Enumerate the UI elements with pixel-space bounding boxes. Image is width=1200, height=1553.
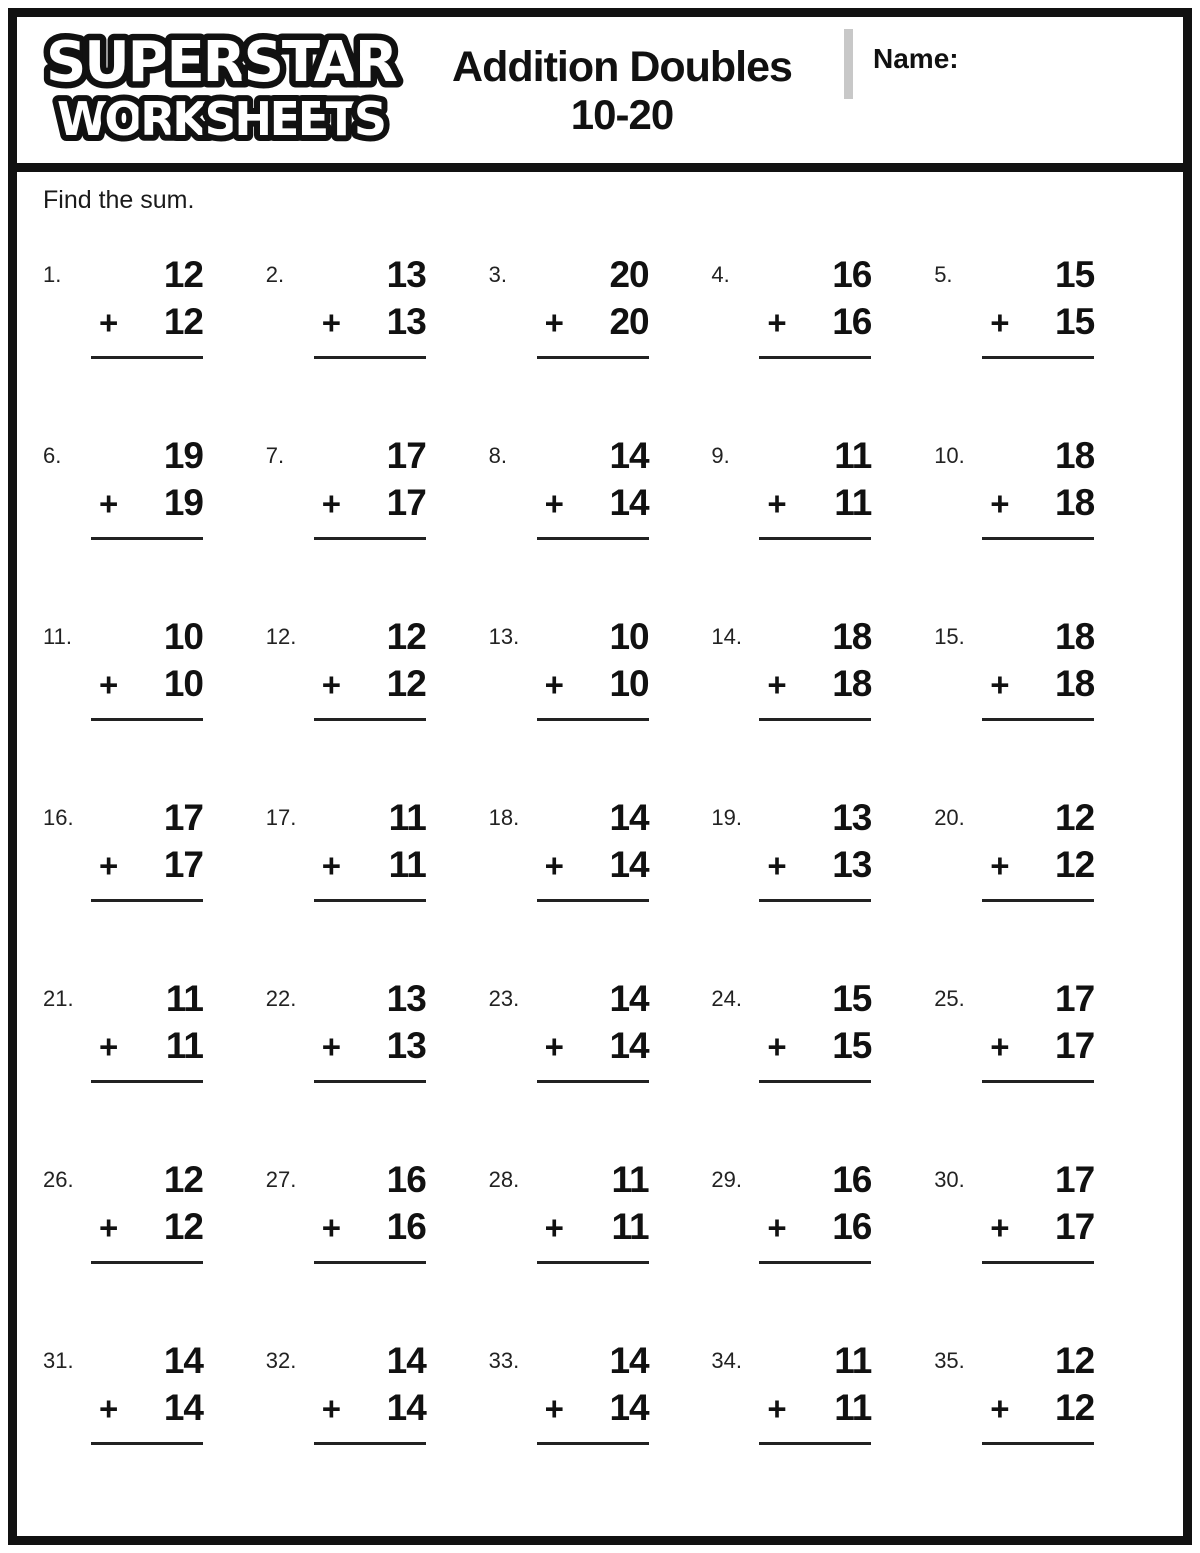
answer-line [91,1261,203,1264]
addend-top: 16 [832,1159,872,1200]
addend-bottom-row [767,483,871,524]
problem-number: 29. [711,1167,742,1192]
problem-number: 27. [265,1167,297,1192]
answer-line [537,718,649,721]
problem-item [711,229,934,410]
plus-sign: + [99,1389,119,1427]
addend-bottom-row [322,664,426,705]
plus-sign: + [544,303,564,341]
addend-bottom-row [990,845,1094,886]
problem-stack [990,1160,1094,1315]
addend-bottom: 15 [832,1024,872,1066]
plus-sign: + [321,665,342,703]
plus-sign: + [321,484,342,522]
addend-top: 18 [832,616,872,657]
problem-stack [99,255,203,410]
answer-line [91,537,203,540]
plus-sign: + [544,1389,564,1427]
problem-stack [990,255,1094,410]
problem-stack [545,617,649,772]
plus-sign: + [990,846,1010,884]
addend-bottom-row [767,1388,871,1429]
problem-stack [767,436,871,591]
logo-text-superstar: SUPERSTAR [46,30,398,95]
addend-bottom: 15 [1055,300,1095,342]
problem-number: 1. [43,262,62,287]
problem-item [711,1315,934,1496]
addend-top: 12 [163,254,203,295]
problem-item [489,591,712,772]
problem-stack [990,436,1094,591]
problem-stack [545,1341,649,1496]
plus-sign: + [99,1208,119,1246]
addend-bottom: 16 [832,300,872,342]
addend-top: 18 [1055,616,1095,657]
addend-bottom: 14 [609,481,649,523]
problem-stack [767,1341,871,1496]
answer-line [314,537,426,540]
addend-bottom-row [99,664,203,705]
problem-number: 12. [265,624,297,649]
problem-stack [322,798,426,953]
problem-stack [322,1160,426,1315]
problem-item [266,953,489,1134]
answer-line [537,356,649,359]
addend-bottom: 14 [386,1386,426,1428]
addend-top: 14 [609,1340,649,1381]
header [8,8,1192,172]
problem-stack [99,617,203,772]
plus-sign: + [99,846,119,884]
superstar-worksheets-logo [31,23,413,157]
answer-line [91,356,203,359]
addend-top: 15 [832,978,872,1019]
addend-top: 16 [832,254,872,295]
problem-stack [99,436,203,591]
problem-number: 10. [934,443,965,468]
plus-sign: + [321,303,342,341]
problem-item [489,1315,712,1496]
answer-line [982,718,1094,721]
plus-sign: + [544,484,564,522]
problem-item [489,410,712,591]
problem-stack [767,255,871,410]
problem-item [711,772,934,953]
addend-bottom: 17 [386,481,426,523]
problem-item [489,953,712,1134]
addend-top: 16 [386,1159,426,1200]
problem-number: 19. [711,805,742,830]
addend-bottom-row [545,1207,649,1248]
plus-sign: + [544,1027,564,1065]
addend-top: 17 [163,797,203,838]
plus-sign: + [99,1027,119,1065]
addend-bottom-row [990,1388,1094,1429]
problem-number: 18. [488,805,520,830]
addend-bottom: 14 [609,1024,649,1066]
addend-bottom-row [322,1026,426,1067]
addend-top: 13 [832,797,872,838]
addend-bottom: 12 [386,662,426,704]
answer-line [314,718,426,721]
plus-sign: + [544,846,564,884]
problem-stack [322,979,426,1134]
addend-bottom-row [767,1026,871,1067]
plus-sign: + [767,846,787,884]
problem-item [43,772,266,953]
problem-number: 26. [43,1167,74,1192]
addend-top: 17 [386,435,426,476]
problem-item [711,953,934,1134]
problem-item [934,953,1157,1134]
problem-item [266,229,489,410]
addend-bottom-row [322,483,426,524]
addend-top: 11 [388,797,426,838]
addend-top: 10 [609,616,649,657]
addend-bottom: 19 [163,481,203,523]
addend-bottom: 13 [386,300,426,342]
plus-sign: + [990,1389,1010,1427]
addend-top: 20 [609,254,649,295]
addend-bottom: 16 [386,1205,426,1247]
addend-bottom-row [99,302,203,343]
problem-item [266,1315,489,1496]
addend-top: 13 [386,254,426,295]
addend-bottom: 16 [832,1205,872,1247]
answer-line [982,899,1094,902]
problem-item [934,772,1157,953]
problem-stack [322,255,426,410]
problem-number: 15. [934,624,965,649]
addend-top: 14 [163,1340,203,1381]
addend-bottom: 14 [609,843,649,885]
problem-item [934,410,1157,591]
problem-number: 24. [711,986,742,1011]
addend-top: 12 [1055,797,1095,838]
problem-stack [322,617,426,772]
addend-bottom-row [322,302,426,343]
worksheet-title [407,43,837,138]
problem-stack [99,979,203,1134]
addend-top: 15 [1055,254,1095,295]
addend-bottom-row [99,845,203,886]
addend-top: 17 [1055,978,1095,1019]
plus-sign: + [99,303,119,341]
addend-bottom: 10 [163,662,203,704]
problem-number: 31. [43,1348,74,1373]
problem-stack [767,798,871,953]
problem-stack [322,1341,426,1496]
addend-bottom: 10 [609,662,649,704]
problem-stack [322,436,426,591]
problem-item [43,1134,266,1315]
addend-bottom-row [990,1026,1094,1067]
problem-number: 8. [488,443,507,468]
addend-top: 14 [609,435,649,476]
problem-number: 25. [934,986,965,1011]
addend-bottom-row [322,1207,426,1248]
answer-line [982,1261,1094,1264]
answer-line [537,1442,649,1445]
problem-item [266,591,489,772]
addend-top: 14 [609,797,649,838]
problem-stack [99,1160,203,1315]
problem-number: 16. [43,805,74,830]
title-line-2: 10-20 [570,91,674,139]
problem-number: 35. [934,1348,965,1373]
addend-top: 17 [1055,1159,1095,1200]
plus-sign: + [990,1027,1010,1065]
addend-bottom: 13 [832,843,872,885]
plus-sign: + [990,484,1010,522]
addend-bottom-row [990,483,1094,524]
addend-bottom: 14 [609,1386,649,1428]
plus-sign: + [544,665,564,703]
addend-bottom-row [545,1388,649,1429]
addend-top: 12 [163,1159,203,1200]
problem-item [43,410,266,591]
answer-line [91,1080,203,1083]
addend-bottom: 18 [832,662,872,704]
addend-bottom-row [99,1026,203,1067]
addend-bottom-row [767,664,871,705]
addend-bottom-row [990,664,1094,705]
addend-bottom: 17 [1055,1205,1095,1247]
addend-bottom-row [767,845,871,886]
problem-stack [990,798,1094,953]
plus-sign: + [767,303,787,341]
problem-number: 34. [711,1348,742,1373]
addend-top: 11 [834,435,872,476]
problem-item [43,229,266,410]
answer-line [537,1080,649,1083]
problem-stack [990,617,1094,772]
answer-line [537,899,649,902]
problem-item [266,772,489,953]
addend-bottom-row [767,1207,871,1248]
logo-text-worksheets: WORKSHEETS [57,92,387,146]
answer-line [759,1080,871,1083]
problem-item [489,1134,712,1315]
name-label: Name: [873,43,959,74]
addend-bottom: 17 [1055,1024,1095,1066]
answer-line [314,1442,426,1445]
answer-line [982,1442,1094,1445]
logo-image [31,23,413,157]
problem-number: 14. [711,624,742,649]
worksheet-body [8,163,1192,1545]
addend-bottom-row [545,1026,649,1067]
plus-sign: + [321,846,342,884]
addend-bottom: 12 [1055,1386,1095,1428]
problem-number: 9. [711,443,730,468]
addend-bottom-row [767,302,871,343]
problem-item [934,591,1157,772]
plus-sign: + [767,1389,787,1427]
problem-stack [990,979,1094,1134]
problem-number: 13. [488,624,520,649]
problem-number: 28. [488,1167,520,1192]
addend-bottom-row [990,302,1094,343]
problem-item [489,772,712,953]
addend-bottom-row [322,845,426,886]
problem-item [711,1134,934,1315]
problem-item [43,1315,266,1496]
addend-bottom-row [322,1388,426,1429]
addend-bottom: 13 [386,1024,426,1066]
answer-line [314,1080,426,1083]
plus-sign: + [321,1027,342,1065]
plus-sign: + [99,665,119,703]
answer-line [759,899,871,902]
plus-sign: + [990,1208,1010,1246]
answer-line [91,718,203,721]
plus-sign: + [99,484,119,522]
addend-top: 11 [611,1159,649,1200]
answer-line [982,356,1094,359]
addend-bottom: 17 [163,843,203,885]
problem-number: 6. [43,443,62,468]
problem-item [266,1134,489,1315]
problem-number: 7. [265,443,285,468]
addend-top: 14 [609,978,649,1019]
addend-bottom-row [99,1388,203,1429]
addend-bottom-row [545,483,649,524]
problem-stack [767,979,871,1134]
addend-bottom-row [99,483,203,524]
problem-item [43,953,266,1134]
plus-sign: + [990,303,1010,341]
plus-sign: + [321,1208,342,1246]
addend-top: 18 [1055,435,1095,476]
problem-stack [767,617,871,772]
problem-item [266,410,489,591]
answer-line [314,1261,426,1264]
problem-item [489,229,712,410]
problem-stack [990,1341,1094,1496]
problems-grid [17,215,1183,1496]
plus-sign: + [321,1389,342,1427]
problem-stack [545,1160,649,1315]
problem-number: 33. [488,1348,520,1373]
answer-line [314,356,426,359]
problem-number: 17. [265,805,297,830]
addend-bottom: 11 [834,1386,872,1428]
problem-stack [545,798,649,953]
addend-bottom: 11 [834,481,872,523]
problem-number: 2. [265,262,285,287]
answer-line [91,1442,203,1445]
name-divider-bar [844,29,853,99]
problem-item [934,1315,1157,1496]
addend-bottom: 12 [163,300,203,342]
problem-number: 21. [43,986,74,1011]
problem-item [934,1134,1157,1315]
addend-bottom-row [99,1207,203,1248]
plus-sign: + [767,1027,787,1065]
problem-number: 22. [265,986,297,1011]
addend-bottom-row [545,845,649,886]
addend-top: 11 [834,1340,872,1381]
problem-item [934,229,1157,410]
answer-line [759,718,871,721]
addend-top: 19 [163,435,203,476]
answer-line [759,1442,871,1445]
answer-line [537,537,649,540]
addend-top: 14 [386,1340,426,1381]
addend-bottom-row [545,302,649,343]
problem-stack [545,255,649,410]
plus-sign: + [990,665,1010,703]
problem-stack [99,1341,203,1496]
problem-number: 5. [934,262,953,287]
problem-number: 23. [488,986,520,1011]
problem-number: 11. [43,624,72,649]
addend-top: 12 [386,616,426,657]
addend-bottom: 14 [163,1386,203,1428]
problem-item [711,410,934,591]
problem-item [711,591,934,772]
addend-top: 10 [163,616,203,657]
problem-stack [545,979,649,1134]
plus-sign: + [767,665,787,703]
answer-line [759,356,871,359]
plus-sign: + [767,1208,787,1246]
addend-bottom: 12 [163,1205,203,1247]
answer-line [91,899,203,902]
addend-bottom-row [545,664,649,705]
plus-sign: + [544,1208,564,1246]
addend-top: 13 [386,978,426,1019]
addend-bottom: 11 [165,1024,203,1066]
problem-number: 20. [934,805,965,830]
answer-line [314,899,426,902]
addend-bottom: 20 [609,300,649,342]
addend-bottom: 12 [1055,843,1095,885]
title-line-1: Addition Doubles [452,43,792,91]
addend-bottom: 11 [388,843,426,885]
addend-bottom-row [990,1207,1094,1248]
instructions-text: Find the sum. [43,186,195,214]
addend-top: 12 [1055,1340,1095,1381]
problem-number: 30. [934,1167,965,1192]
problem-number: 3. [488,262,507,287]
answer-line [759,537,871,540]
addend-bottom: 18 [1055,662,1095,704]
problem-item [43,591,266,772]
problem-number: 32. [265,1348,297,1373]
addend-bottom: 11 [611,1205,649,1247]
answer-line [982,537,1094,540]
problem-stack [99,798,203,953]
answer-line [537,1261,649,1264]
plus-sign: + [767,484,787,522]
problem-stack [545,436,649,591]
problem-number: 4. [711,262,730,287]
answer-line [982,1080,1094,1083]
addend-bottom: 18 [1055,481,1095,523]
addend-top: 11 [165,978,203,1019]
answer-line [759,1261,871,1264]
problem-stack [767,1160,871,1315]
